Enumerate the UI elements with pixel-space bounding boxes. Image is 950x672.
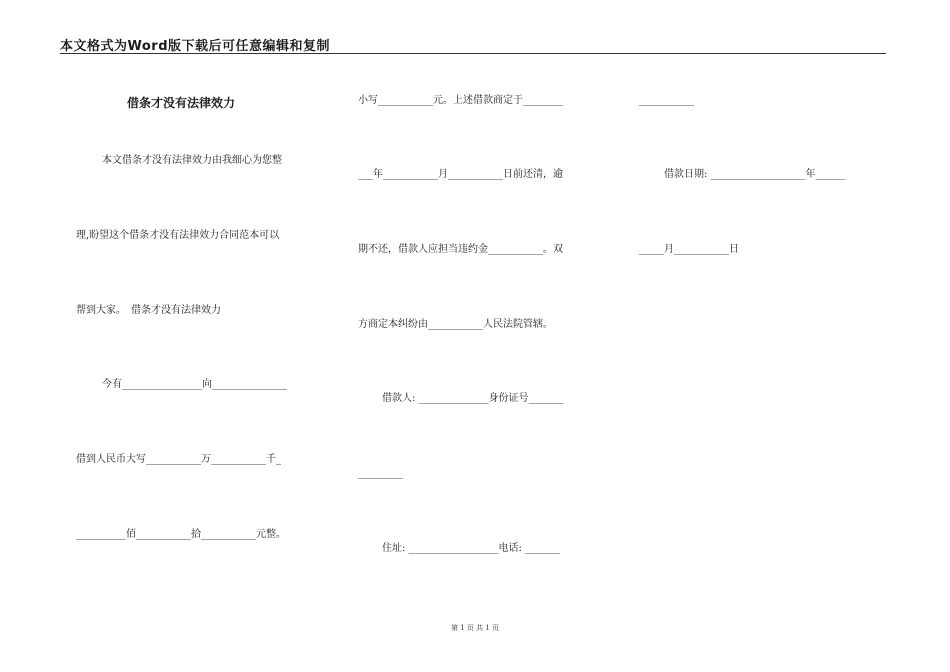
col2-line-7: 住址: __________________电话: _______ bbox=[382, 543, 561, 554]
col2-line-3: 期不还，借款人应担当违约金___________。双 bbox=[358, 244, 563, 255]
page-footer: 第 1 页 共 1 页 bbox=[450, 624, 500, 632]
col2-line-4: 方商定本纠纷由___________人民法院管辖。 bbox=[358, 319, 553, 330]
col2-line-6: _________ bbox=[358, 468, 403, 479]
col2-line-1: 小写___________元。上述借款商定于________ bbox=[358, 95, 563, 106]
col1-line-4: 今有________________向_______________ bbox=[102, 379, 287, 390]
col2-line-2: ___年___________月___________日前还清，逾 bbox=[358, 169, 563, 180]
col1-line-3: 帮到大家。 借条才没有法律效力 bbox=[76, 305, 221, 316]
header-text: 本文格式为Word版下载后可任意编辑和复制 bbox=[60, 39, 331, 54]
document-title: 借条才没有法律效力 bbox=[127, 96, 236, 110]
col1-line-5: 借到人民币大写___________万___________千_ bbox=[76, 454, 281, 465]
col3-line-3: _____月___________日 bbox=[639, 244, 739, 255]
page-header bbox=[60, 35, 886, 54]
col1-line-2: 理,盼望这个借条才没有法律效力合同范本可以 bbox=[76, 230, 280, 241]
col3-line-1: ___________ bbox=[639, 95, 694, 106]
col3-line-2: 借款日期: ___________________年______ bbox=[664, 169, 846, 180]
col1-line-1: 本文借条才没有法律效力由我细心为您整 bbox=[102, 155, 282, 166]
col1-line-6: __________佰___________拾___________元整。 bbox=[76, 529, 286, 540]
col2-line-5: 借款人: ______________身份证号_______ bbox=[382, 393, 564, 404]
